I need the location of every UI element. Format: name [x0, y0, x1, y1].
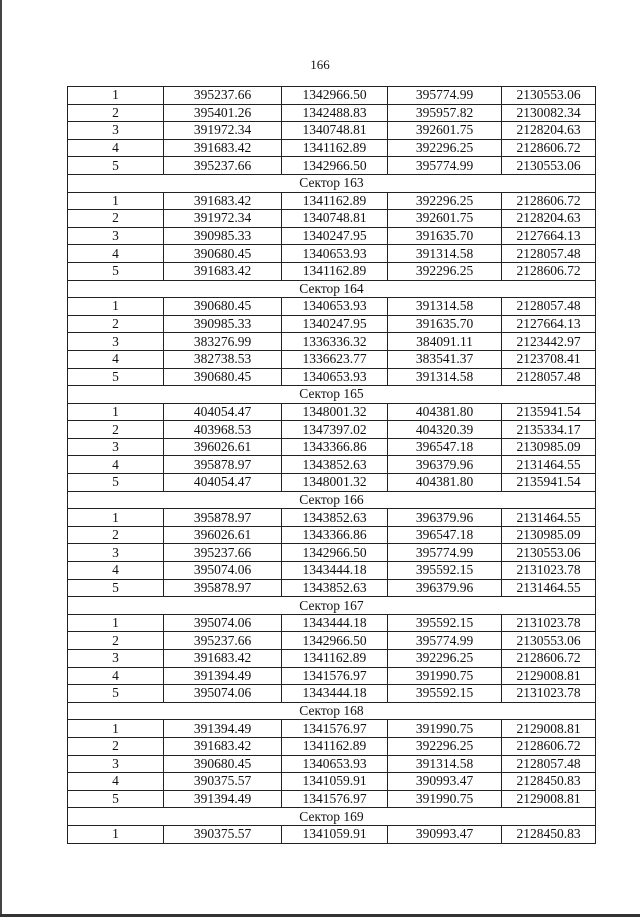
- coordinate-cell: 391990.75: [388, 720, 502, 738]
- table-row: [68, 227, 596, 245]
- coordinate-cell: 1341162.89: [282, 262, 388, 280]
- point-number-cell: 1: [68, 192, 164, 210]
- coordinate-cell: 2129008.81: [502, 667, 596, 685]
- table-row: [68, 245, 596, 263]
- coordinates-table: [67, 86, 596, 844]
- table-row: [68, 87, 596, 105]
- table-row: [68, 509, 596, 527]
- coordinate-cell: 391314.58: [388, 245, 502, 263]
- coordinate-cell: 1340748.81: [282, 122, 388, 140]
- point-number-cell: 4: [68, 773, 164, 791]
- coordinate-cell: 395237.66: [164, 157, 282, 175]
- point-number-cell: 3: [68, 755, 164, 773]
- table-row: [68, 350, 596, 368]
- coordinate-cell: 1340653.93: [282, 298, 388, 316]
- coordinate-cell: 2123442.97: [502, 333, 596, 351]
- scan-left-edge: [0, 0, 2, 917]
- coordinate-cell: 391990.75: [388, 790, 502, 808]
- coordinate-cell: 391394.49: [164, 720, 282, 738]
- coordinate-cell: 390680.45: [164, 298, 282, 316]
- table-row: [68, 474, 596, 492]
- coordinate-cell: 392296.25: [388, 139, 502, 157]
- coordinate-cell: 404381.80: [388, 403, 502, 421]
- coordinate-cell: 404381.80: [388, 474, 502, 492]
- coordinate-cell: 1343852.63: [282, 579, 388, 597]
- point-number-cell: 5: [68, 790, 164, 808]
- coordinate-cell: 396026.61: [164, 526, 282, 544]
- coordinate-cell: 404054.47: [164, 474, 282, 492]
- coordinate-cell: 395074.06: [164, 614, 282, 632]
- coordinate-cell: 391683.42: [164, 139, 282, 157]
- table-row: [68, 526, 596, 544]
- coordinate-cell: 391972.34: [164, 210, 282, 228]
- coordinate-cell: 2131023.78: [502, 562, 596, 580]
- table-row: [68, 315, 596, 333]
- coordinate-cell: 390680.45: [164, 368, 282, 386]
- table-row: [68, 773, 596, 791]
- coordinate-cell: 395878.97: [164, 509, 282, 527]
- coordinate-cell: 404054.47: [164, 403, 282, 421]
- table-row: [68, 438, 596, 456]
- point-number-cell: 5: [68, 157, 164, 175]
- coordinate-cell: 2131023.78: [502, 614, 596, 632]
- coordinate-cell: 396547.18: [388, 526, 502, 544]
- coordinate-cell: 2131464.55: [502, 456, 596, 474]
- point-number-cell: 3: [68, 333, 164, 351]
- point-number-cell: 3: [68, 122, 164, 140]
- point-number-cell: 1: [68, 614, 164, 632]
- coordinate-cell: 1341162.89: [282, 737, 388, 755]
- table-row: [68, 262, 596, 280]
- point-number-cell: 3: [68, 438, 164, 456]
- point-number-cell: 1: [68, 825, 164, 843]
- coordinate-cell: 396379.96: [388, 579, 502, 597]
- coordinate-cell: 395774.99: [388, 544, 502, 562]
- coordinate-cell: 2128057.48: [502, 298, 596, 316]
- point-number-cell: 5: [68, 368, 164, 386]
- page-number: 166: [310, 57, 330, 72]
- point-number-cell: 2: [68, 526, 164, 544]
- coordinate-cell: 1340653.93: [282, 368, 388, 386]
- coordinate-cell: 396547.18: [388, 438, 502, 456]
- coordinate-cell: 395237.66: [164, 632, 282, 650]
- point-number-cell: 3: [68, 544, 164, 562]
- coordinate-cell: 391314.58: [388, 755, 502, 773]
- coordinate-cell: 1343444.18: [282, 562, 388, 580]
- coordinate-cell: 2130985.09: [502, 526, 596, 544]
- table-row: [68, 562, 596, 580]
- coordinate-cell: 392601.75: [388, 122, 502, 140]
- coordinate-cell: 391683.42: [164, 262, 282, 280]
- coordinate-cell: 1341162.89: [282, 139, 388, 157]
- point-number-cell: 2: [68, 737, 164, 755]
- coordinate-cell: 392601.75: [388, 210, 502, 228]
- coordinate-cell: 2130553.06: [502, 544, 596, 562]
- coordinate-cell: 1343852.63: [282, 509, 388, 527]
- coordinate-cell: 382738.53: [164, 350, 282, 368]
- coordinate-cell: 1341059.91: [282, 773, 388, 791]
- coordinate-cell: 2128606.72: [502, 262, 596, 280]
- table-row: [68, 667, 596, 685]
- sector-title: Сектор 168: [68, 702, 596, 720]
- point-number-cell: 4: [68, 562, 164, 580]
- coordinate-cell: 404320.39: [388, 421, 502, 439]
- coordinate-cell: 2129008.81: [502, 720, 596, 738]
- coordinate-cell: 1348001.32: [282, 474, 388, 492]
- coordinate-cell: 391683.42: [164, 650, 282, 668]
- coordinate-cell: 1341162.89: [282, 192, 388, 210]
- coordinate-cell: 2128606.72: [502, 139, 596, 157]
- point-number-cell: 4: [68, 456, 164, 474]
- coordinate-cell: 392296.25: [388, 650, 502, 668]
- coordinate-cell: 1341576.97: [282, 667, 388, 685]
- point-number-cell: 2: [68, 315, 164, 333]
- point-number-cell: 1: [68, 403, 164, 421]
- sector-header-row: [68, 597, 596, 615]
- coordinate-cell: 2128057.48: [502, 368, 596, 386]
- coordinate-cell: 391683.42: [164, 737, 282, 755]
- coordinate-cell: 390993.47: [388, 773, 502, 791]
- coordinate-cell: 1341576.97: [282, 790, 388, 808]
- coordinate-cell: 395592.15: [388, 685, 502, 703]
- point-number-cell: 2: [68, 421, 164, 439]
- coordinate-cell: 391683.42: [164, 192, 282, 210]
- coordinate-cell: 391314.58: [388, 298, 502, 316]
- coordinate-cell: 1340247.95: [282, 227, 388, 245]
- point-number-cell: 5: [68, 579, 164, 597]
- coordinate-cell: 1341576.97: [282, 720, 388, 738]
- table-row: [68, 104, 596, 122]
- sector-header-row: [68, 702, 596, 720]
- table-row: [68, 737, 596, 755]
- table-row: [68, 157, 596, 175]
- point-number-cell: 5: [68, 685, 164, 703]
- coordinate-cell: 1340247.95: [282, 315, 388, 333]
- coordinate-cell: 395774.99: [388, 87, 502, 105]
- table-row: [68, 333, 596, 351]
- coordinate-cell: 1342966.50: [282, 632, 388, 650]
- point-number-cell: 1: [68, 298, 164, 316]
- table-row: [68, 825, 596, 843]
- point-number-cell: 2: [68, 632, 164, 650]
- coordinate-cell: 395401.26: [164, 104, 282, 122]
- sector-header-row: [68, 174, 596, 192]
- coordinate-cell: 2131464.55: [502, 579, 596, 597]
- coordinate-cell: 1347397.02: [282, 421, 388, 439]
- coordinate-cell: 2130553.06: [502, 632, 596, 650]
- coordinate-cell: 390993.47: [388, 825, 502, 843]
- coordinate-cell: 396026.61: [164, 438, 282, 456]
- coordinate-cell: 1340748.81: [282, 210, 388, 228]
- point-number-cell: 4: [68, 667, 164, 685]
- point-number-cell: 3: [68, 227, 164, 245]
- coordinate-cell: 1343444.18: [282, 685, 388, 703]
- table-row: [68, 614, 596, 632]
- coordinate-cell: 2130553.06: [502, 157, 596, 175]
- table-row: [68, 650, 596, 668]
- coordinate-cell: 395074.06: [164, 562, 282, 580]
- coordinate-cell: 1343366.86: [282, 438, 388, 456]
- coordinate-cell: 2128204.63: [502, 210, 596, 228]
- sector-header-row: [68, 491, 596, 509]
- coordinate-cell: 395237.66: [164, 544, 282, 562]
- coordinate-cell: 391990.75: [388, 667, 502, 685]
- coordinate-cell: 2123708.41: [502, 350, 596, 368]
- coordinate-cell: 1343444.18: [282, 614, 388, 632]
- coordinates-table-body: [68, 87, 596, 844]
- table-row: [68, 685, 596, 703]
- coordinate-cell: 395957.82: [388, 104, 502, 122]
- coordinate-cell: 2135334.17: [502, 421, 596, 439]
- sector-title: Сектор 169: [68, 808, 596, 826]
- coordinate-cell: 390680.45: [164, 245, 282, 263]
- table-row: [68, 544, 596, 562]
- coordinate-cell: 391635.70: [388, 315, 502, 333]
- coordinate-cell: 2127664.13: [502, 315, 596, 333]
- coordinate-cell: 2135941.54: [502, 403, 596, 421]
- sector-header-row: [68, 386, 596, 404]
- coordinate-cell: 390375.57: [164, 773, 282, 791]
- coordinate-cell: 2128606.72: [502, 737, 596, 755]
- coordinate-cell: 1343852.63: [282, 456, 388, 474]
- coordinate-cell: 2130553.06: [502, 87, 596, 105]
- coordinate-cell: 2127664.13: [502, 227, 596, 245]
- coordinate-cell: 395237.66: [164, 87, 282, 105]
- coordinate-cell: 384091.11: [388, 333, 502, 351]
- table-row: [68, 298, 596, 316]
- coordinate-cell: 2135941.54: [502, 474, 596, 492]
- coordinate-cell: 403968.53: [164, 421, 282, 439]
- coordinate-cell: 391394.49: [164, 790, 282, 808]
- table-row: [68, 632, 596, 650]
- coordinate-cell: 395774.99: [388, 632, 502, 650]
- coordinate-cell: 395774.99: [388, 157, 502, 175]
- coordinate-cell: 395074.06: [164, 685, 282, 703]
- coordinate-cell: 1342966.50: [282, 544, 388, 562]
- point-number-cell: 4: [68, 139, 164, 157]
- coordinate-cell: 2128450.83: [502, 773, 596, 791]
- coordinate-cell: 395592.15: [388, 614, 502, 632]
- coordinate-cell: 1336623.77: [282, 350, 388, 368]
- table-row: [68, 579, 596, 597]
- table-row: [68, 456, 596, 474]
- coordinate-cell: 390375.57: [164, 825, 282, 843]
- coordinate-cell: 1342966.50: [282, 157, 388, 175]
- coordinate-cell: 396379.96: [388, 456, 502, 474]
- coordinate-cell: 2131023.78: [502, 685, 596, 703]
- coordinate-cell: 2130985.09: [502, 438, 596, 456]
- coordinate-cell: 390985.33: [164, 227, 282, 245]
- coordinate-cell: 391394.49: [164, 667, 282, 685]
- point-number-cell: 4: [68, 350, 164, 368]
- table-row: [68, 368, 596, 386]
- sector-title: Сектор 166: [68, 491, 596, 509]
- table-row: [68, 790, 596, 808]
- coordinate-cell: 2128204.63: [502, 122, 596, 140]
- table-row: [68, 192, 596, 210]
- coordinate-cell: 2129008.81: [502, 790, 596, 808]
- point-number-cell: 3: [68, 650, 164, 668]
- coordinate-cell: 2128057.48: [502, 755, 596, 773]
- table-row: [68, 421, 596, 439]
- coordinate-cell: 2128606.72: [502, 650, 596, 668]
- coordinate-cell: 2128606.72: [502, 192, 596, 210]
- point-number-cell: 1: [68, 720, 164, 738]
- coordinate-cell: 395592.15: [388, 562, 502, 580]
- coordinate-cell: 2130082.34: [502, 104, 596, 122]
- point-number-cell: 5: [68, 262, 164, 280]
- coordinate-cell: 1340653.93: [282, 755, 388, 773]
- coordinate-cell: 2128450.83: [502, 825, 596, 843]
- coordinate-cell: 383276.99: [164, 333, 282, 351]
- point-number-cell: 1: [68, 509, 164, 527]
- coordinate-cell: 392296.25: [388, 262, 502, 280]
- coordinate-cell: 1348001.32: [282, 403, 388, 421]
- coordinate-cell: 383541.37: [388, 350, 502, 368]
- coordinate-cell: 1342966.50: [282, 87, 388, 105]
- sector-title: Сектор 165: [68, 386, 596, 404]
- coordinate-cell: 391635.70: [388, 227, 502, 245]
- coordinate-cell: 390985.33: [164, 315, 282, 333]
- coordinate-cell: 1341059.91: [282, 825, 388, 843]
- table-row: [68, 139, 596, 157]
- table-row: [68, 720, 596, 738]
- coordinate-cell: 1336336.32: [282, 333, 388, 351]
- coordinate-cell: 2131464.55: [502, 509, 596, 527]
- coordinate-cell: 1343366.86: [282, 526, 388, 544]
- coordinate-cell: 392296.25: [388, 192, 502, 210]
- sector-header-row: [68, 280, 596, 298]
- point-number-cell: 4: [68, 245, 164, 263]
- point-number-cell: 1: [68, 87, 164, 105]
- coordinate-cell: 396379.96: [388, 509, 502, 527]
- coordinate-cell: 392296.25: [388, 737, 502, 755]
- point-number-cell: 2: [68, 210, 164, 228]
- point-number-cell: 5: [68, 474, 164, 492]
- coordinate-cell: 1340653.93: [282, 245, 388, 263]
- table-row: [68, 403, 596, 421]
- coordinate-cell: 390680.45: [164, 755, 282, 773]
- coordinate-cell: 2128057.48: [502, 245, 596, 263]
- coordinate-cell: 1341162.89: [282, 650, 388, 668]
- coordinate-cell: 391972.34: [164, 122, 282, 140]
- table-row: [68, 210, 596, 228]
- sector-title: Сектор 164: [68, 280, 596, 298]
- coordinate-cell: 1342488.83: [282, 104, 388, 122]
- point-number-cell: 2: [68, 104, 164, 122]
- coordinate-cell: 395878.97: [164, 456, 282, 474]
- sector-header-row: [68, 808, 596, 826]
- table-row: [68, 122, 596, 140]
- table-row: [68, 755, 596, 773]
- sector-title: Сектор 163: [68, 174, 596, 192]
- sector-title: Сектор 167: [68, 597, 596, 615]
- coordinate-cell: 395878.97: [164, 579, 282, 597]
- coordinate-cell: 391314.58: [388, 368, 502, 386]
